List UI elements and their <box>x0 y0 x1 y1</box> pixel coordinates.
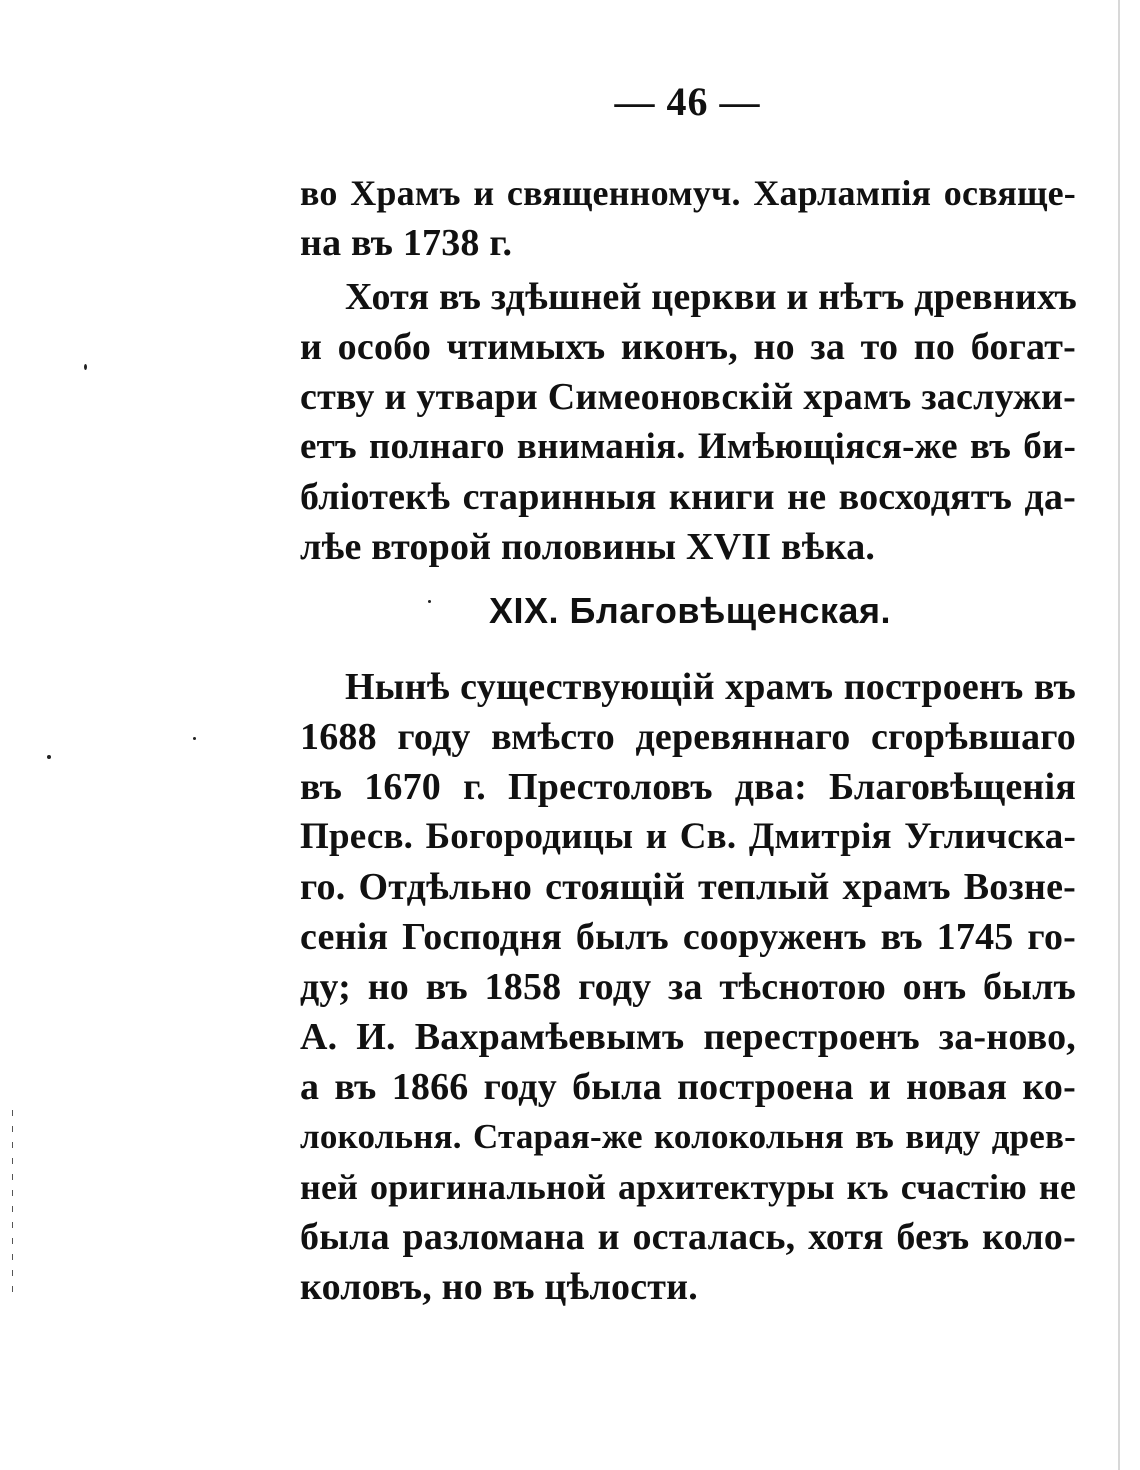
text-line: ду; но въ 1858 году за тѣснотою онъ былъ <box>300 966 1076 1008</box>
text-line: Хотя въ здѣшней церкви и нѣтъ древнихъ <box>345 276 1078 318</box>
text-line: етъ полнаго вниманія. Имѣющіяся-же въ би- <box>300 426 1076 467</box>
section-heading: XIX. Благовѣщенская. <box>489 590 891 631</box>
text-line: и особо чтимыхъ иконъ, но за то по богат- <box>300 326 1076 368</box>
text-line: была разломана и осталась, хотя безъ коло- <box>300 1216 1076 1258</box>
print-speck <box>193 737 196 740</box>
text-line: сенія Господня былъ сооруженъ въ 1745 го- <box>300 916 1076 958</box>
text-line: А. И. Вахрамѣевымъ перестроенъ за-ново, <box>300 1016 1076 1058</box>
text-line: въ 1670 г. Престоловъ два: Благовѣщенія <box>300 766 1076 808</box>
page-edge-shadow <box>1118 0 1120 1470</box>
text-line: ству и утвари Симеоновскій храмъ заслужи- <box>300 376 1076 418</box>
text-line: ней оригинальной архитектуры къ счастію не <box>300 1167 1076 1207</box>
text-line: локольня. Старая-же колокольня въ виду древ- <box>300 1117 1076 1156</box>
text-line: Нынѣ существующій храмъ построенъ въ <box>345 666 1076 708</box>
text-line: Пресв. Богородицы и Св. Дмитрія Угличска- <box>300 816 1076 857</box>
text-line: го. Отдѣльно стоящій теплый храмъ Возне- <box>300 866 1076 908</box>
page-number: — 46 — <box>614 79 761 124</box>
text-line: а въ 1866 году была построена и новая ко- <box>300 1066 1076 1108</box>
text-line: на въ 1738 г. <box>300 222 513 264</box>
text-line: 1688 году вмѣсто деревяннаго сгорѣвшаго <box>300 716 1076 758</box>
text-line: лѣе второй половины XVII вѣка. <box>300 526 876 568</box>
text-line: бліотекѣ старинныя книги не восходятъ да- <box>300 476 1076 518</box>
gutter-marks <box>12 1110 13 1300</box>
print-speck <box>84 364 87 370</box>
text-line: коловъ, но въ цѣлости. <box>300 1266 698 1308</box>
print-speck <box>47 755 51 759</box>
text-line: во Храмъ и священномуч. Харлампія освяще- <box>300 173 1076 213</box>
